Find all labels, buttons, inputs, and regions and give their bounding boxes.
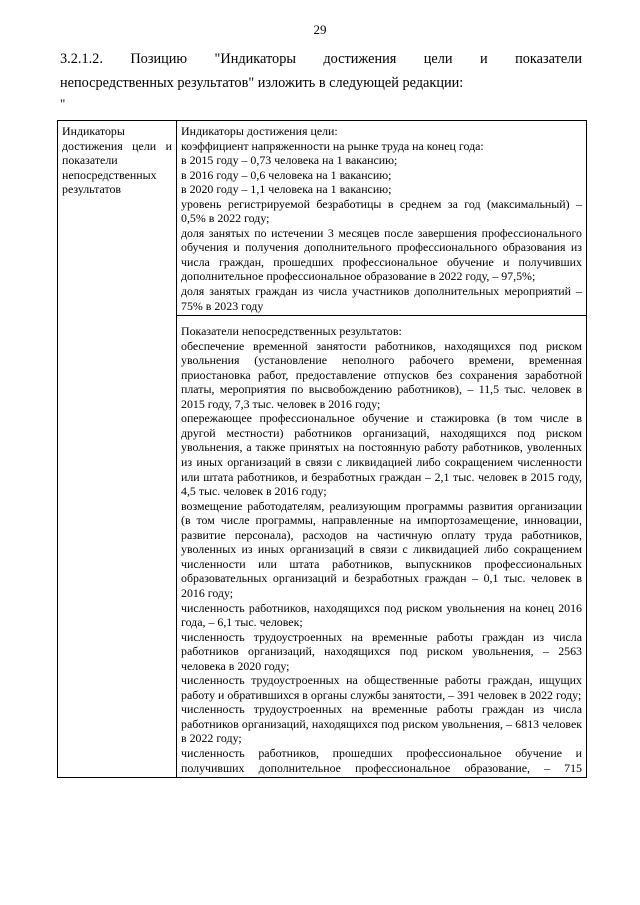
indicators-heading: Индикаторы достижения цели: <box>181 124 338 138</box>
result-item: опережающее профессиональное обучение и стажировка (в том числе в другой местности) работников организаций, находящихся под риском увольнения, а также принятых на постоянную работу работников, уволенных из иных организаций в связи с ликвидацией либо сокращением численности или штата работников, и безработных граждан – 2,1 тыс. человек в 2015 году, 4,5 тыс. человек в 2016 году; <box>181 411 582 499</box>
indicator-item: в 2016 году – 0,6 человека на 1 вакансию; <box>181 167 392 182</box>
indicator-item: уровень регистрируемой безработицы в среднем за год (максимальный) – 0,5% в 2022 году; <box>181 196 582 226</box>
page-number: 29 <box>313 22 327 37</box>
opening-quote-mark: " <box>60 96 66 111</box>
result-item: численность работников, прошедших профессиональное обучение и получивших дополнительное профессиональное образование, – 715 <box>181 745 582 775</box>
table-row <box>58 121 587 316</box>
result-item: численность трудоустроенных на временные работы граждан из числа работников организаций, находящихся под риском увольнения, – 6813 человек в 2022 году; <box>181 702 582 746</box>
intro-line-2: непосредственных результатов" изложить в следующей редакции: <box>60 75 464 91</box>
intro-line-1: 3.2.1.2. Позицию "Индикаторы достижения цели и показатели <box>60 51 582 67</box>
indicator-item: в 2015 году – 0,73 человека на 1 вакансию; <box>181 153 398 168</box>
row-label: Индикаторы достижения цели и показатели непосредственных результатов <box>62 124 172 197</box>
results-cell <box>177 316 587 778</box>
indicator-item: коэффициент напряженности на рынке труда на конец года: <box>181 138 484 153</box>
indicator-item: доля занятых граждан из числа участников дополнительных мероприятий – 75% в 2023 году <box>181 284 582 313</box>
results-heading: Показатели непосредственных результатов: <box>181 324 402 339</box>
row-label-cell <box>58 121 177 778</box>
program-passport-table <box>57 120 587 778</box>
indicator-item: в 2020 году – 1,1 человека на 1 вакансию; <box>181 182 392 197</box>
result-item: обеспечение временной занятости работников, находящихся под риском увольнения (установление неполного рабочего времени, временная приостановка работ, предоставление отпусков без сохранения заработной платы, мероприятия по высвобождению работников), – 11,5 тыс. человек в 2015 году, 7,3 тыс. человек в 2016 году; <box>181 338 582 411</box>
result-item: численность трудоустроенных на общественные работы граждан, ищущих работу и обратившихся в органы службы занятости, – 391 человек в 2022 году; <box>181 673 582 702</box>
result-item: возмещение работодателям, реализующим программы развития организации (в том числе программы, направленные на импортозамещение, инновации, развитие персонала), расходов на частичную оплату труда работников, уволенных из иных организаций в связи с ликвидацией либо сокращением численности или штата работников, выпускников профессиональных образовательных организаций и безработных граждан – 0,1 тыс. человек в 2016 году; <box>181 498 582 600</box>
result-item: численность работников, находящихся под риском увольнения на конец 2016 года, – 6,1 тыс. человек; <box>181 600 582 630</box>
indicators-cell <box>177 121 587 316</box>
result-item: численность трудоустроенных на временные работы граждан из числа работников организаций, находящихся под риском увольнения, – 2563 человека в 2020 году; <box>181 629 582 673</box>
indicator-item: доля занятых по истечении 3 месяцев после завершения профессионального обучения и получения дополнительного профессионального образования из числа граждан, прошедших профессиональное обучение и получивших дополнительное профессиональное образование в 2022 году, – 97,5%; <box>181 225 582 284</box>
